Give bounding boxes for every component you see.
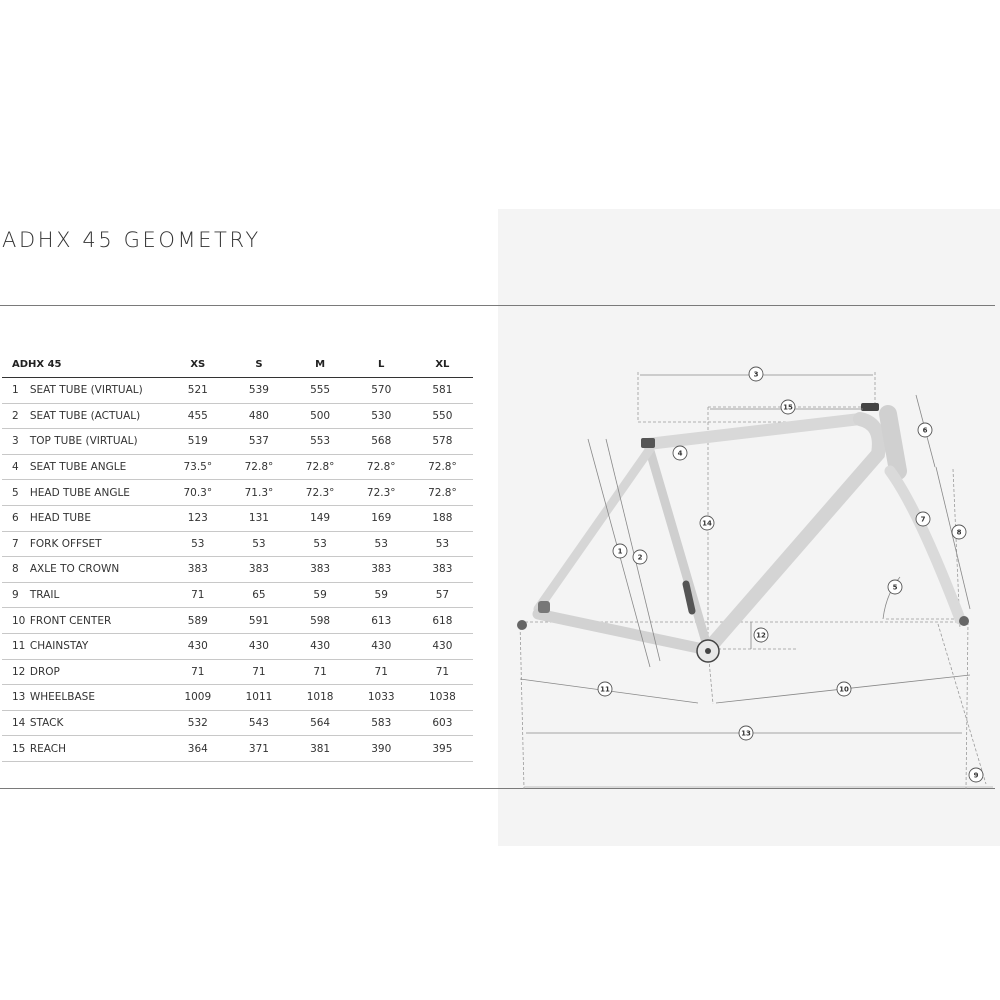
row-measurement-name: FORK OFFSET [30, 531, 167, 557]
row-value-s: 591 [228, 608, 289, 634]
table-row [2, 429, 473, 455]
row-value-s: 383 [228, 557, 289, 583]
row-measurement-name: SEAT TUBE (ACTUAL) [30, 403, 167, 429]
row-number: 12 [2, 659, 30, 685]
row-number: 8 [2, 557, 30, 583]
row-number: 6 [2, 505, 30, 531]
callout-3 [749, 367, 763, 381]
callout-6 [918, 423, 932, 437]
geometry-table [2, 351, 473, 762]
frame-geometry-diagram [498, 209, 1000, 846]
size-header-xl: XL [412, 351, 473, 378]
row-measurement-name: CHAINSTAY [30, 633, 167, 659]
row-value-m: 383 [290, 557, 351, 583]
row-value-xl: 603 [412, 710, 473, 736]
row-number: 9 [2, 582, 30, 608]
row-value-m: 149 [290, 505, 351, 531]
size-header-s: S [228, 351, 289, 378]
row-number: 3 [2, 429, 30, 455]
callout-8 [952, 525, 966, 539]
row-value-xs: 73.5° [167, 454, 228, 480]
row-value-s: 53 [228, 531, 289, 557]
row-value-m: 598 [290, 608, 351, 634]
row-measurement-name: HEAD TUBE [30, 505, 167, 531]
row-value-s: 480 [228, 403, 289, 429]
row-number: 11 [2, 633, 30, 659]
row-value-l: 530 [351, 403, 412, 429]
row-value-l: 53 [351, 531, 412, 557]
table-header-label: ADHX 45 [2, 351, 167, 378]
row-value-xl: 1038 [412, 685, 473, 711]
row-value-m: 500 [290, 403, 351, 429]
callout-1 [613, 544, 627, 558]
row-value-xl: 71 [412, 659, 473, 685]
row-value-xl: 57 [412, 582, 473, 608]
table-row [2, 685, 473, 711]
table-row [2, 454, 473, 480]
row-value-xl: 430 [412, 633, 473, 659]
row-measurement-name: SEAT TUBE (VIRTUAL) [30, 378, 167, 404]
row-value-s: 65 [228, 582, 289, 608]
callout-label: 14 [702, 519, 712, 528]
table-row [2, 557, 473, 583]
table-row [2, 505, 473, 531]
row-value-xs: 70.3° [167, 480, 228, 506]
row-measurement-name: WHEELBASE [30, 685, 167, 711]
row-value-l: 72.3° [351, 480, 412, 506]
table-row [2, 710, 473, 736]
row-value-xs: 53 [167, 531, 228, 557]
row-number: 1 [2, 378, 30, 404]
row-measurement-name: TOP TUBE (VIRTUAL) [30, 429, 167, 455]
row-value-m: 553 [290, 429, 351, 455]
callout-label: 2 [637, 553, 643, 562]
callout-14 [700, 516, 714, 530]
row-value-xl: 395 [412, 736, 473, 762]
table-row [2, 633, 473, 659]
row-measurement-name: STACK [30, 710, 167, 736]
row-value-xl: 53 [412, 531, 473, 557]
row-value-m: 72.8° [290, 454, 351, 480]
row-value-xs: 71 [167, 659, 228, 685]
row-value-l: 390 [351, 736, 412, 762]
callout-15 [781, 400, 795, 414]
table-row [2, 378, 473, 404]
row-measurement-name: REACH [30, 736, 167, 762]
size-header-l: L [351, 351, 412, 378]
callout-11 [598, 682, 612, 696]
row-value-xs: 1009 [167, 685, 228, 711]
row-value-l: 72.8° [351, 454, 412, 480]
row-value-xl: 618 [412, 608, 473, 634]
row-value-xl: 581 [412, 378, 473, 404]
callout-12 [754, 628, 768, 642]
row-value-xl: 383 [412, 557, 473, 583]
callout-label: 13 [741, 729, 751, 738]
row-number: 14 [2, 710, 30, 736]
row-number: 7 [2, 531, 30, 557]
row-value-xs: 71 [167, 582, 228, 608]
row-value-xl: 550 [412, 403, 473, 429]
size-header-xs: XS [167, 351, 228, 378]
row-measurement-name: HEAD TUBE ANGLE [30, 480, 167, 506]
row-value-s: 72.8° [228, 454, 289, 480]
row-value-l: 568 [351, 429, 412, 455]
callout-7 [916, 512, 930, 526]
page-title: ADHX 45 GEOMETRY [2, 228, 261, 252]
row-value-s: 71 [228, 659, 289, 685]
callout-5 [888, 580, 902, 594]
row-value-m: 72.3° [290, 480, 351, 506]
row-value-xs: 364 [167, 736, 228, 762]
callout-label: 1 [617, 547, 623, 556]
row-value-s: 537 [228, 429, 289, 455]
row-value-m: 59 [290, 582, 351, 608]
row-value-m: 1018 [290, 685, 351, 711]
row-value-m: 430 [290, 633, 351, 659]
row-value-xs: 455 [167, 403, 228, 429]
row-value-m: 381 [290, 736, 351, 762]
row-value-m: 555 [290, 378, 351, 404]
row-value-xs: 123 [167, 505, 228, 531]
callout-4 [673, 446, 687, 460]
row-value-xs: 589 [167, 608, 228, 634]
callout-9 [969, 768, 983, 782]
row-value-xs: 532 [167, 710, 228, 736]
table-row [2, 736, 473, 762]
row-measurement-name: FRONT CENTER [30, 608, 167, 634]
table-row [2, 582, 473, 608]
row-value-l: 1033 [351, 685, 412, 711]
row-value-l: 583 [351, 710, 412, 736]
row-measurement-name: SEAT TUBE ANGLE [30, 454, 167, 480]
row-value-m: 564 [290, 710, 351, 736]
row-value-xl: 188 [412, 505, 473, 531]
row-value-m: 53 [290, 531, 351, 557]
table-row [2, 480, 473, 506]
row-value-s: 543 [228, 710, 289, 736]
row-value-l: 570 [351, 378, 412, 404]
size-header-m: M [290, 351, 351, 378]
row-number: 15 [2, 736, 30, 762]
row-measurement-name: AXLE TO CROWN [30, 557, 167, 583]
row-measurement-name: DROP [30, 659, 167, 685]
table-row [2, 403, 473, 429]
row-value-l: 59 [351, 582, 412, 608]
row-value-s: 539 [228, 378, 289, 404]
callout-10 [837, 682, 851, 696]
bike-frame [538, 414, 960, 649]
row-value-l: 383 [351, 557, 412, 583]
row-value-xl: 72.8° [412, 480, 473, 506]
row-value-xs: 519 [167, 429, 228, 455]
row-value-l: 430 [351, 633, 412, 659]
row-number: 10 [2, 608, 30, 634]
row-measurement-name: TRAIL [30, 582, 167, 608]
callout-label: 5 [892, 583, 898, 592]
row-number: 4 [2, 454, 30, 480]
callout-13 [739, 726, 753, 740]
row-value-xs: 521 [167, 378, 228, 404]
callout-label: 7 [920, 515, 926, 524]
callout-label: 12 [756, 631, 766, 640]
callout-label: 15 [783, 403, 793, 412]
row-number: 2 [2, 403, 30, 429]
callout-label: 10 [839, 685, 849, 694]
row-value-xl: 72.8° [412, 454, 473, 480]
table-row [2, 659, 473, 685]
row-value-s: 371 [228, 736, 289, 762]
callout-label: 6 [922, 426, 928, 435]
table-row [2, 531, 473, 557]
row-value-s: 1011 [228, 685, 289, 711]
row-value-xl: 578 [412, 429, 473, 455]
callout-label: 9 [973, 771, 979, 780]
callout-2 [633, 550, 647, 564]
row-value-l: 613 [351, 608, 412, 634]
row-value-xs: 383 [167, 557, 228, 583]
callout-label: 4 [677, 449, 683, 458]
row-value-m: 71 [290, 659, 351, 685]
table-row [2, 608, 473, 634]
table-header-row [2, 351, 473, 378]
row-value-s: 71.3° [228, 480, 289, 506]
callout-label: 8 [956, 528, 962, 537]
row-number: 5 [2, 480, 30, 506]
row-value-s: 430 [228, 633, 289, 659]
row-value-xs: 430 [167, 633, 228, 659]
row-value-l: 71 [351, 659, 412, 685]
row-value-l: 169 [351, 505, 412, 531]
callout-label: 3 [753, 370, 759, 379]
callout-label: 11 [600, 685, 610, 694]
row-number: 13 [2, 685, 30, 711]
row-value-s: 131 [228, 505, 289, 531]
